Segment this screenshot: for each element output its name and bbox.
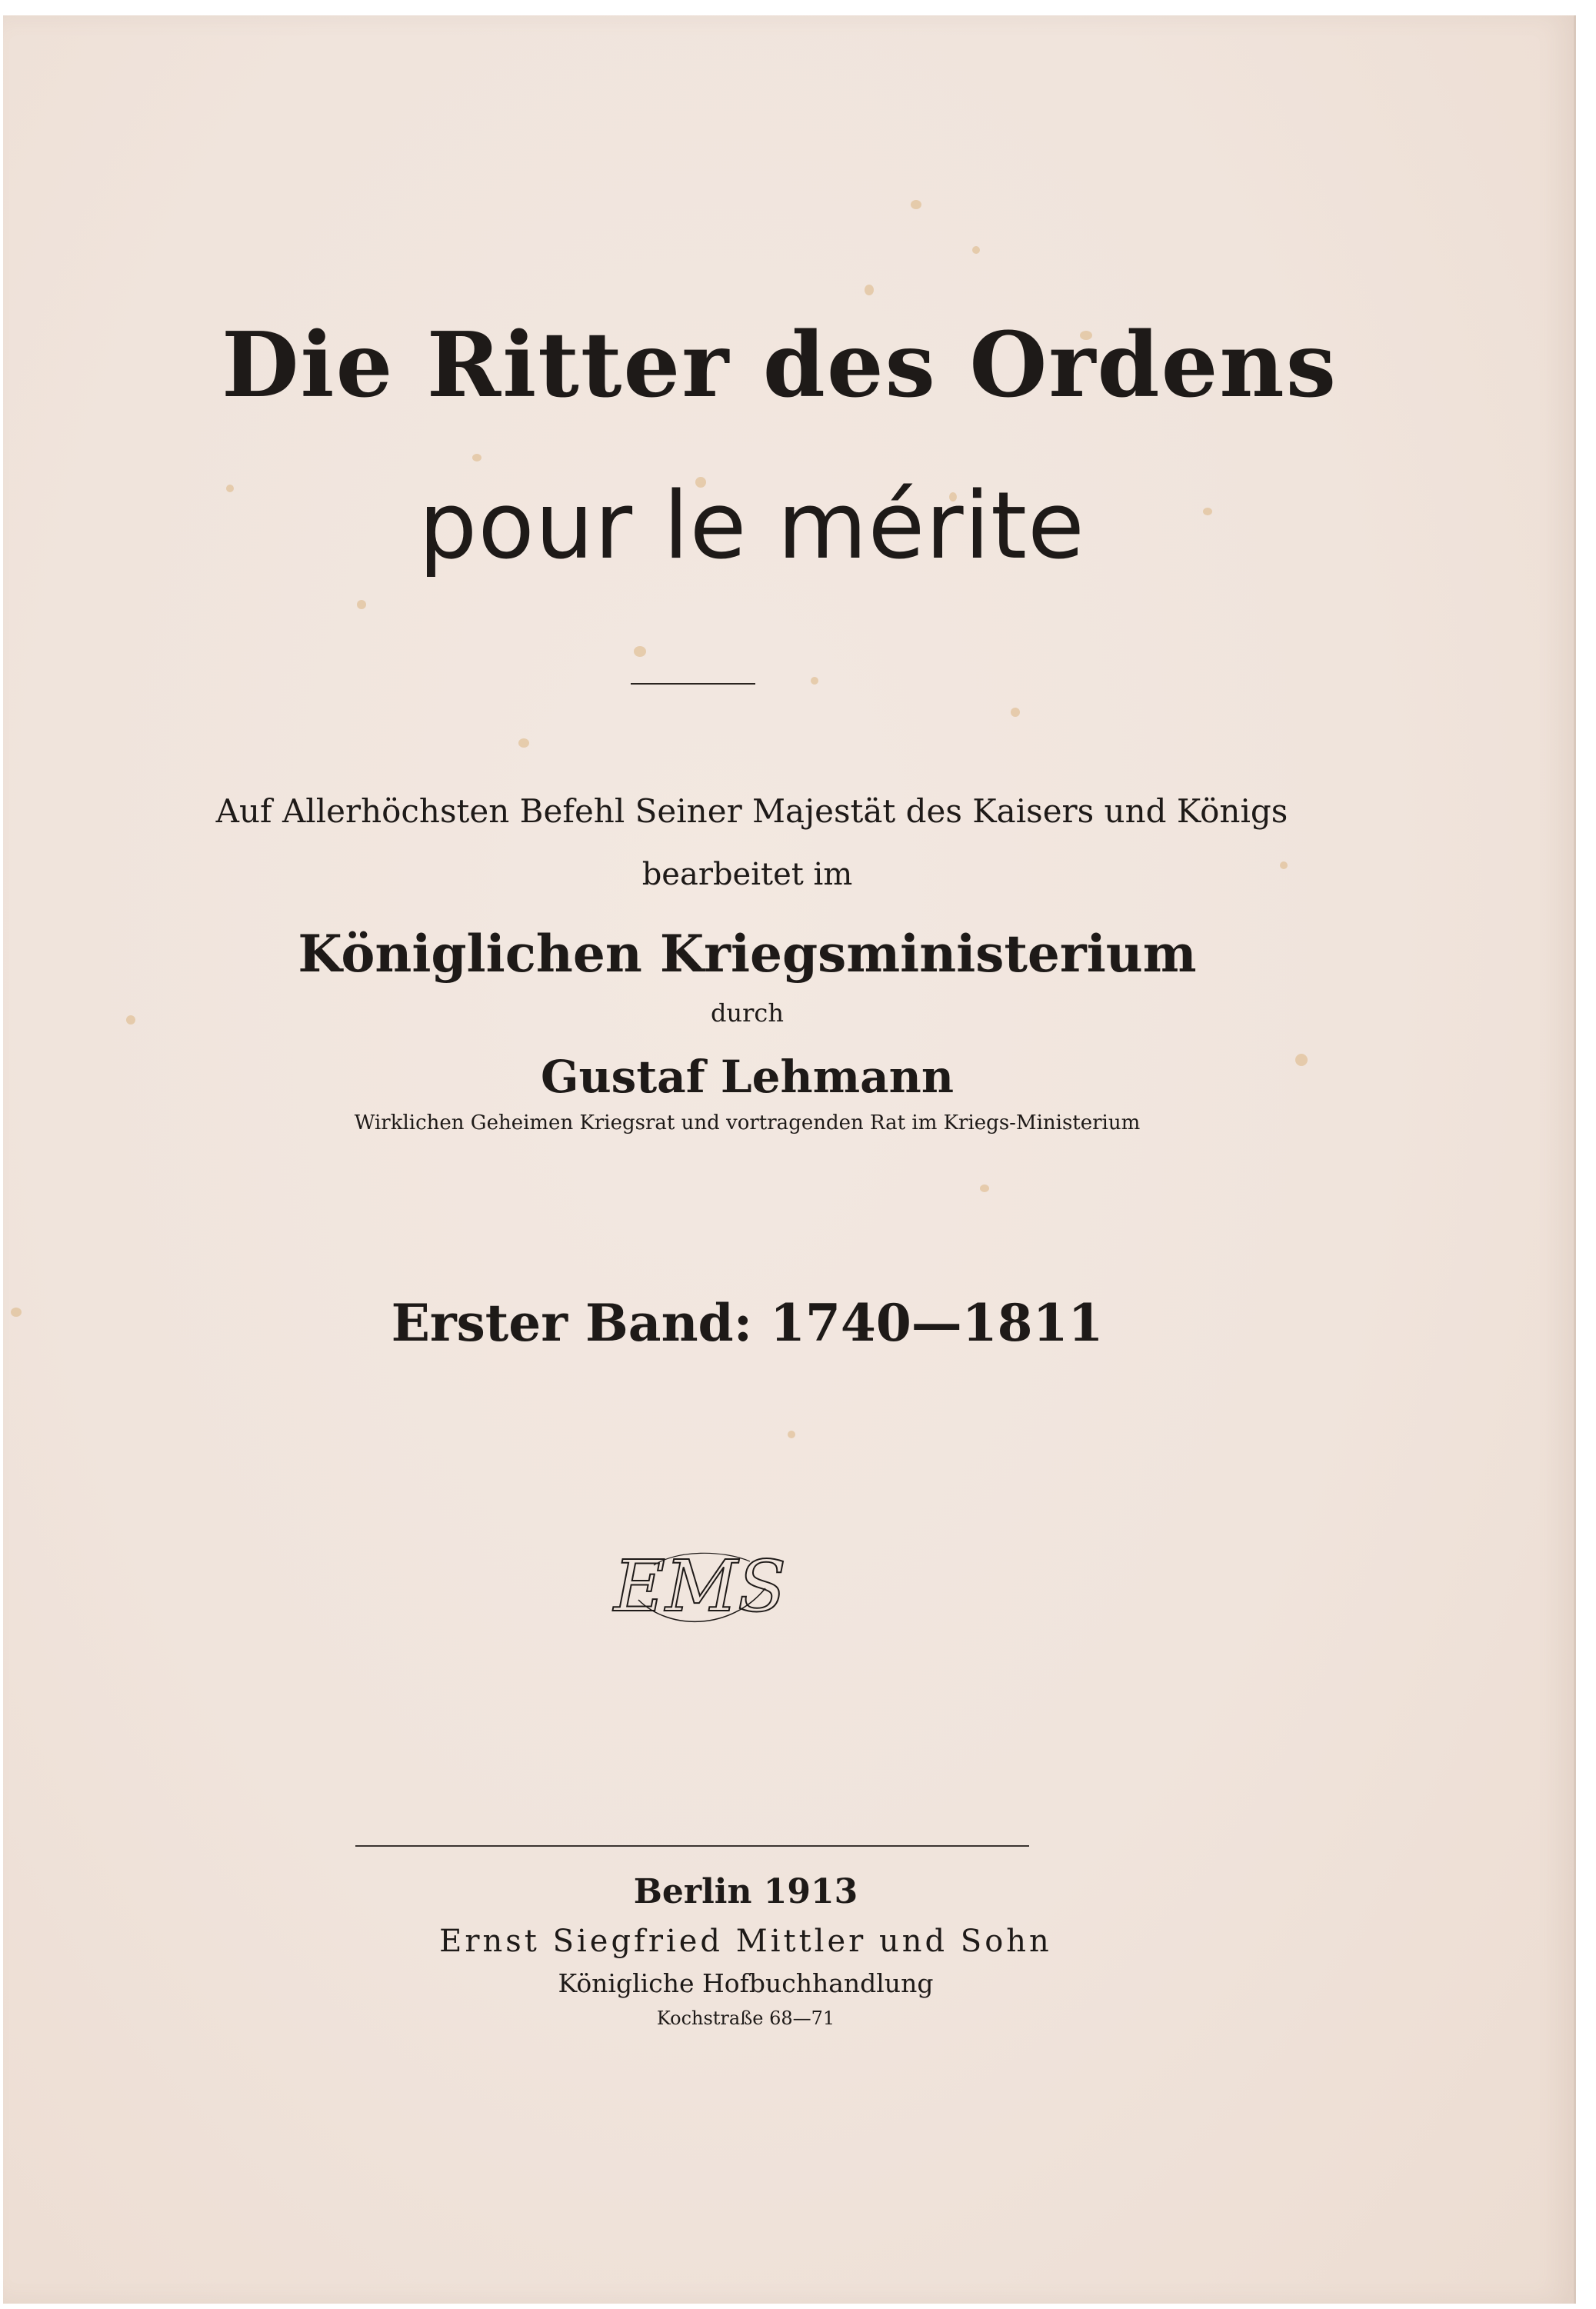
foxing-spot	[634, 646, 646, 657]
foxing-spot	[972, 246, 980, 254]
imprint-place-year: Berlin 1913	[633, 1872, 858, 1911]
foxing-spot	[788, 1431, 795, 1438]
foxing-spot	[980, 1184, 989, 1192]
foxing-spot	[865, 285, 874, 295]
title-divider	[631, 683, 755, 685]
ministry-name: Königlichen Kriegsministerium	[298, 924, 1197, 984]
imprint-publisher-role: Königliche Hofbuchhandlung	[558, 1968, 934, 1998]
foxing-spot	[472, 454, 481, 461]
imprint-divider	[355, 1845, 1029, 1847]
foxing-spot	[357, 600, 366, 609]
volume-label: Erster Band: 1740—1811	[391, 1293, 1104, 1353]
foxing-spot	[911, 200, 921, 209]
author-name: Gustaf Lehmann	[540, 1051, 954, 1103]
foxing-spot	[811, 677, 818, 685]
imprint-address: Kochstraße 68—71	[656, 2007, 835, 2029]
publisher-monogram	[613, 1545, 787, 1638]
imprint-publisher: Ernst Siegfried Mittler und Sohn	[439, 1924, 1052, 1959]
main-title-line-1: Die Ritter des Ordens	[221, 313, 1338, 418]
commission-edited-in: bearbeitet im	[641, 857, 853, 892]
author-position: Wirklichen Geheimen Kriegsrat und vortragenden Rat im Kriegs-Ministerium	[354, 1111, 1141, 1135]
commission-line: Auf Allerhöchsten Befehl Seiner Majestät des Kaisers und Königs	[215, 792, 1288, 830]
foxing-spot	[518, 738, 529, 748]
main-title-line-2: pour le mérite	[418, 473, 1085, 580]
by-word: durch	[711, 998, 784, 1028]
foxing-spot	[1011, 708, 1020, 717]
monogram-letters: EMS	[613, 1545, 787, 1628]
